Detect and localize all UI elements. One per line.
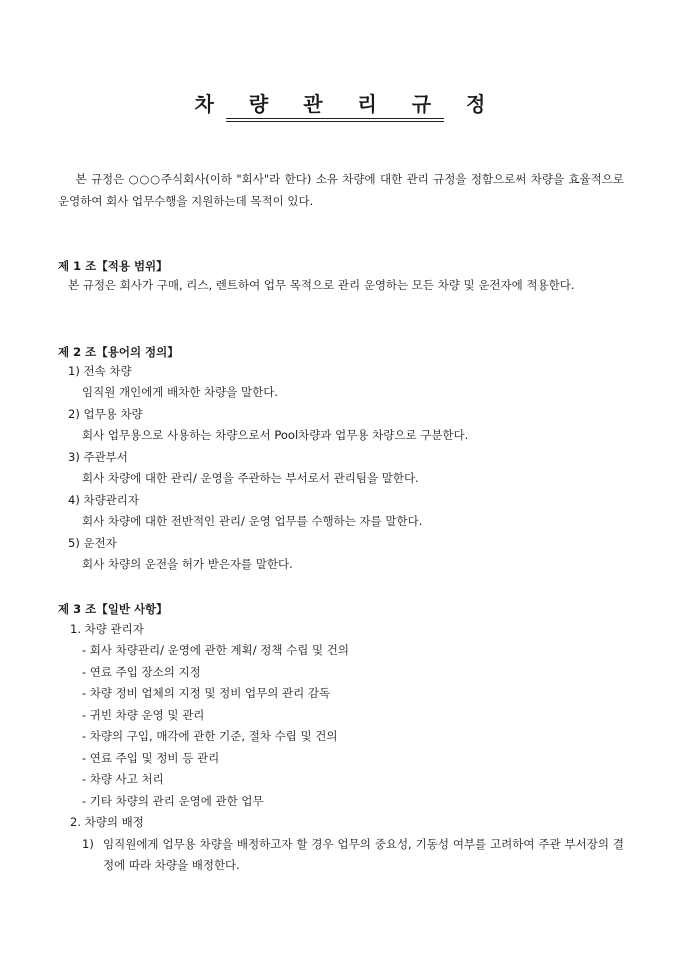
- duty-item: - 회사 차량관리/ 운영에 관한 계획/ 정책 수립 및 건의: [82, 643, 349, 657]
- article-3-heading: 제 3 조【일반 사항】: [58, 602, 168, 616]
- definition-text: 회사 차량의 운전을 허가 받은자를 말한다.: [82, 557, 293, 571]
- assign-item-text: 임직원에게 업무용 차량을 배정하고자 할 경우 업무의 중요성, 기동성 여부를 고려하여 주관 부서장의 결정에 따라 차량을 배정한다.: [103, 837, 624, 872]
- intro-paragraph: 본 규정은 ○○○주식회사(이하 "회사"라 한다) 소유 차량에 대한 관리 규정을 정함으로써 차량을 효율적으로 운영하여 회사 업무수행을 지원하는데 목적이 있다.: [58, 172, 628, 208]
- duty-item: - 차량 정비 업체의 지정 및 정비 업무의 관리 감독: [82, 686, 331, 700]
- definition-text: 회사 업무용으로 사용하는 차량으로서 Pool차량과 업무용 차량으로 구분한다.: [82, 428, 469, 442]
- definition-text: 회사 차량에 대한 전반적인 관리/ 운영 업무를 수행하는 자를 말한다.: [82, 514, 423, 528]
- definition-text: 임직원 개인에게 배차한 차량을 말한다.: [82, 385, 279, 399]
- duty-item: - 차량 사고 처리: [82, 772, 164, 786]
- duty-item: - 기타 차량의 관리 운영에 관한 업무: [82, 794, 264, 808]
- definition-term: 4) 차량관리자: [68, 493, 140, 507]
- duty-item: - 연료 주입 장소의 지정: [82, 665, 201, 679]
- assign-item-number: 1): [82, 837, 94, 851]
- duty-item: - 차량의 구입, 매각에 관한 기준, 절차 수립 및 건의: [82, 729, 338, 743]
- article-1-heading: 제 1 조【적용 범위】: [58, 259, 168, 273]
- title-underline-bottom: [226, 121, 444, 122]
- article-2-heading: 제 2 조【용어의 정의】: [58, 345, 179, 359]
- subsection-title: 1. 차량 관리자: [70, 622, 144, 636]
- document-title: 차 량 관 리 규 정: [194, 92, 500, 116]
- article-1-body: 본 규정은 회사가 구매, 리스, 렌트하여 업무 목적으로 관리 운영하는 모든 차량 및 운전자에 적용한다.: [68, 278, 575, 292]
- title-underline-top: [226, 118, 444, 119]
- duty-item: - 연료 주입 및 정비 등 관리: [82, 751, 220, 765]
- duty-item: - 귀빈 차량 운영 및 관리: [82, 708, 205, 722]
- definition-term: 3) 주관부서: [68, 450, 128, 464]
- definition-text: 회사 차량에 대한 관리/ 운영을 주관하는 부서로서 관리팀을 말한다.: [82, 471, 419, 485]
- definition-term: 2) 업무용 차량: [68, 407, 143, 421]
- subsection-title: 2. 차량의 배정: [70, 815, 144, 829]
- definition-term: 5) 운전자: [68, 536, 117, 550]
- definition-term: 1) 전속 차량: [68, 364, 132, 378]
